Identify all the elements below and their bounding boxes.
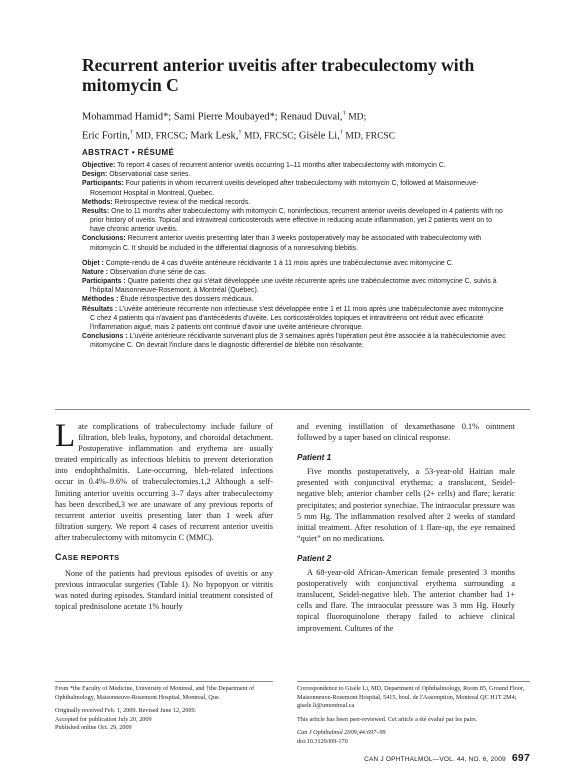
abstract-french xyxy=(82,259,506,351)
page-number: 697 xyxy=(511,752,530,764)
abstract-label: Methods: xyxy=(82,198,113,206)
abstract-label: Nature : xyxy=(82,268,109,276)
author-list xyxy=(82,106,542,145)
abstract-item xyxy=(82,179,506,197)
peer-review-note: This article has been peer-reviewed. Cet article a été évalué par les pairs. xyxy=(297,715,478,723)
author-names: Mohammad Hamid*; Sami Pierre Moubayed*; Renaud Duval, xyxy=(82,111,343,123)
author-degree: MD, FRCSC; xyxy=(241,131,297,142)
patient-2-text: A 68-year-old African-American female presented 3 months postoperatively with conjunctival erythema surrounding a translucent, Seidel-negative bleb. The anterior chamber had 1+ cells and flare. The intraocular pressure was 3 mm Hg. Hourly topical fluoroquinolone therapy failed to achieve clinical improvement. Cultures of the xyxy=(297,568,515,633)
abstract-text: Observational case series. xyxy=(107,171,191,179)
abstract-item xyxy=(82,277,506,295)
abstract xyxy=(82,148,506,350)
author-name: Gisèle Li, xyxy=(296,130,340,142)
abstract-text: Four patients in whom recurrent uveitis developed after trabeculectomy with mitomycin C, followed at Maisonneuve-Rosemont Hospital in Montreal, Quebec. xyxy=(90,180,479,197)
drop-cap: L xyxy=(55,418,76,454)
affil-mark: † xyxy=(339,129,344,137)
affil-mark: † xyxy=(238,129,242,137)
citation: Can J Ophthalmol 2009;44:697–99 xyxy=(297,729,386,737)
doi: doi:10.3129/i09-170 xyxy=(297,737,348,745)
abstract-text: Retrospective review of the medical records. xyxy=(112,198,251,206)
case-reports-text: None of the patients had previous episodes of uveitis or any previous intraocular surgeries (Table 1). No hypopyon or vitritis was noted during episodes. Standard initial treatment consisted of topical prednisolone acetate 1% hourly xyxy=(55,569,273,612)
abstract-label: Résultats : xyxy=(82,305,118,313)
author-line-2 xyxy=(82,125,542,144)
author-degree: MD, FRCSC xyxy=(343,131,396,142)
abstract-label: Conclusions: xyxy=(82,235,126,243)
abstract-item xyxy=(82,170,506,179)
patient-1-text: Five months postoperatively, a 53-year-old Haitian male presented with conjunctival erythema; a translucent, Seidel-negative bleb; anterior chamber cells (2+ cells) and flare; keratic precipitates; and posterior synechiae. The intraocular pressure was 5 mm Hg. The inflammation resolved after 2 weeks of standard initial treatment. After resolution of 1 flare-up, the eye remained “quiet” on no medications. xyxy=(297,467,515,543)
abstract-text: Étude rétrospective des dossiers médicaux. xyxy=(118,296,254,304)
abstract-text: To report 4 cases of recurrent anterior uveitis occurring 1–11 months after trabeculectomy with mitomycin C. xyxy=(115,162,446,170)
abstract-label: Méthodes : xyxy=(82,296,119,304)
abstract-text: L'uvéite antérieure récurrente non infectieuse s'est développée entre 1 et 11 mois après une trabéculectomie avec mitomycine C chez 4 patients qui n'avaient pas d'antécédents d'uvéite. Les corticostéroïdes topiques et intravitréens ont réduit avec efficacité l'inflammation aiguë, mais 2 patients ont continué d'avoir une uvéite antérieure chronique. xyxy=(90,305,504,331)
abstract-text: Quatre patients chez qui s'était développée une uvéite récurrente après une trabéculectomie avec mitomycine C, suivis à l'hôpital Maisonneuve-Rosemont, à Montréal (Québec). xyxy=(90,278,497,295)
abstract-item xyxy=(82,332,506,350)
correspondence-note: Correspondence to Gisèle Li, MD, Department of Ophthalmology, Room 85, Ground Floor, Maisonneuve-Rosemont Hospital, 5415, boul. de l'Assomption, Montreal QC H1T 2M4; gisele.li@umontreal.ca xyxy=(297,685,525,710)
body-column-left xyxy=(55,418,273,613)
abstract-label: Objective: xyxy=(82,162,116,170)
section-divider xyxy=(55,409,530,410)
affil-mark: † xyxy=(342,110,346,117)
abstract-item xyxy=(82,295,506,304)
abstract-item xyxy=(82,259,506,268)
journal-issue: CAN J OPHTHALMOL—VOL. 44, NO. 6, 2009 xyxy=(364,756,506,763)
abstract-item xyxy=(82,198,506,207)
footnotes-right xyxy=(297,685,530,747)
affil-mark: † xyxy=(129,129,134,137)
abstract-text: One to 11 months after trabeculectomy with mitomycin C, noninfectious, recurrent anterior uveitis developed in 4 patients with no prior history of uveitis. Topical and intravitreal corticosteroids were effective in reducing acute inflammation, yet 2 patients went on to have chronic anterior uveitis. xyxy=(90,207,503,234)
author-line-1 xyxy=(82,106,542,125)
abstract-item xyxy=(82,207,506,234)
patient-2-heading: Patient 2 xyxy=(297,553,332,563)
abstract-label: Objet : xyxy=(82,259,104,267)
author-name: Mark Lesk, xyxy=(187,130,239,142)
author-name: Eric Fortin, xyxy=(82,130,130,142)
abstract-heading: ABSTRACT • RÉSUMÉ xyxy=(82,148,175,157)
abstract-text: Observation d'une série de cas. xyxy=(108,268,207,276)
footnote-rule-left xyxy=(55,681,273,682)
intro-paragraph xyxy=(55,418,273,543)
published-date: Published online Oct. 29, 2009 xyxy=(55,724,132,732)
abstract-label: Participants: xyxy=(82,180,124,188)
abstract-item xyxy=(82,305,506,332)
case-reports-heading: CASE REPORTS xyxy=(55,552,120,563)
page-footer xyxy=(364,752,530,764)
author-degree: MD; xyxy=(345,112,367,123)
abstract-label: Participants : xyxy=(82,278,126,286)
abstract-item xyxy=(82,234,506,252)
author-degree: MD, FRCSC; xyxy=(133,131,188,142)
body-column-right xyxy=(297,421,515,634)
article-title: Recurrent anterior uveitis after trabeculectomy with mitomycin C xyxy=(82,55,475,95)
patient-1-heading: Patient 1 xyxy=(297,453,332,463)
abstract-label: Results: xyxy=(82,207,110,215)
intro-text: ate complications of trabeculectomy include failure of filtration, bleb leaks, hypotony, and choroidal detachment. Postoperative inflammation and erythema are usually treated empirically as infectious blebitis to prevent deterioration into endophthalmitis. Late-occurring, bleb-related infections occur in 0.4%–9.6% of trabeculectomies.1,2 Although a self-limiting anterior uveitis occurring 3–7 days after trabeculectomy has been described,3 we are unaware of any previous reports of recurrent anterior uveitis presenting later than 1 week after filtration surgery. We report 4 cases of recurrent anterior uveitis after trabeculectomy with mitomycin C (MMC). xyxy=(55,422,273,542)
abstract-label: Conclusions : xyxy=(82,332,128,340)
abstract-english xyxy=(82,161,506,253)
accepted-date: Accepted for publication July 20, 2009 xyxy=(55,715,152,723)
footnote-rule-right xyxy=(297,681,530,682)
continued-text: and evening instillation of dexamethasone 0.1% ointment followed by a taper based on clinical response. xyxy=(297,422,515,443)
abstract-text: L'uvéite antérieure récidivante survenant plus de 3 semaines après l'opération peut être associée à la trabéculectomie avec mitomycine C. On devrait l'inclure dans le diagnostic différentiel de blébite non résolvante. xyxy=(90,332,506,350)
abstract-text: Recurrent anterior uveitis presenting later than 3 weeks postoperatively may be associated with trabeculectomy with mitomycin C. It should be included in the differential diagnosis of a nonresolving blebitis. xyxy=(90,235,482,252)
abstract-item xyxy=(82,268,506,277)
abstract-label: Design: xyxy=(82,171,108,179)
received-date: Originally received Feb. 1, 2009. Revised June 12, 2009. xyxy=(55,707,197,715)
footnotes-left xyxy=(55,685,273,733)
affiliation-note: From *the Faculty of Medicine, University of Montreal, and †the Department of Ophthalmology, Maisonneuve-Rosemont Hospital, Montreal, Que. xyxy=(55,685,255,701)
abstract-item xyxy=(82,161,506,170)
abstract-text: Compte-rendu de 4 cas d'uvéite antérieure récidivante 1 à 11 mois après une trabéculectomie avec mitomycine C. xyxy=(103,259,454,267)
